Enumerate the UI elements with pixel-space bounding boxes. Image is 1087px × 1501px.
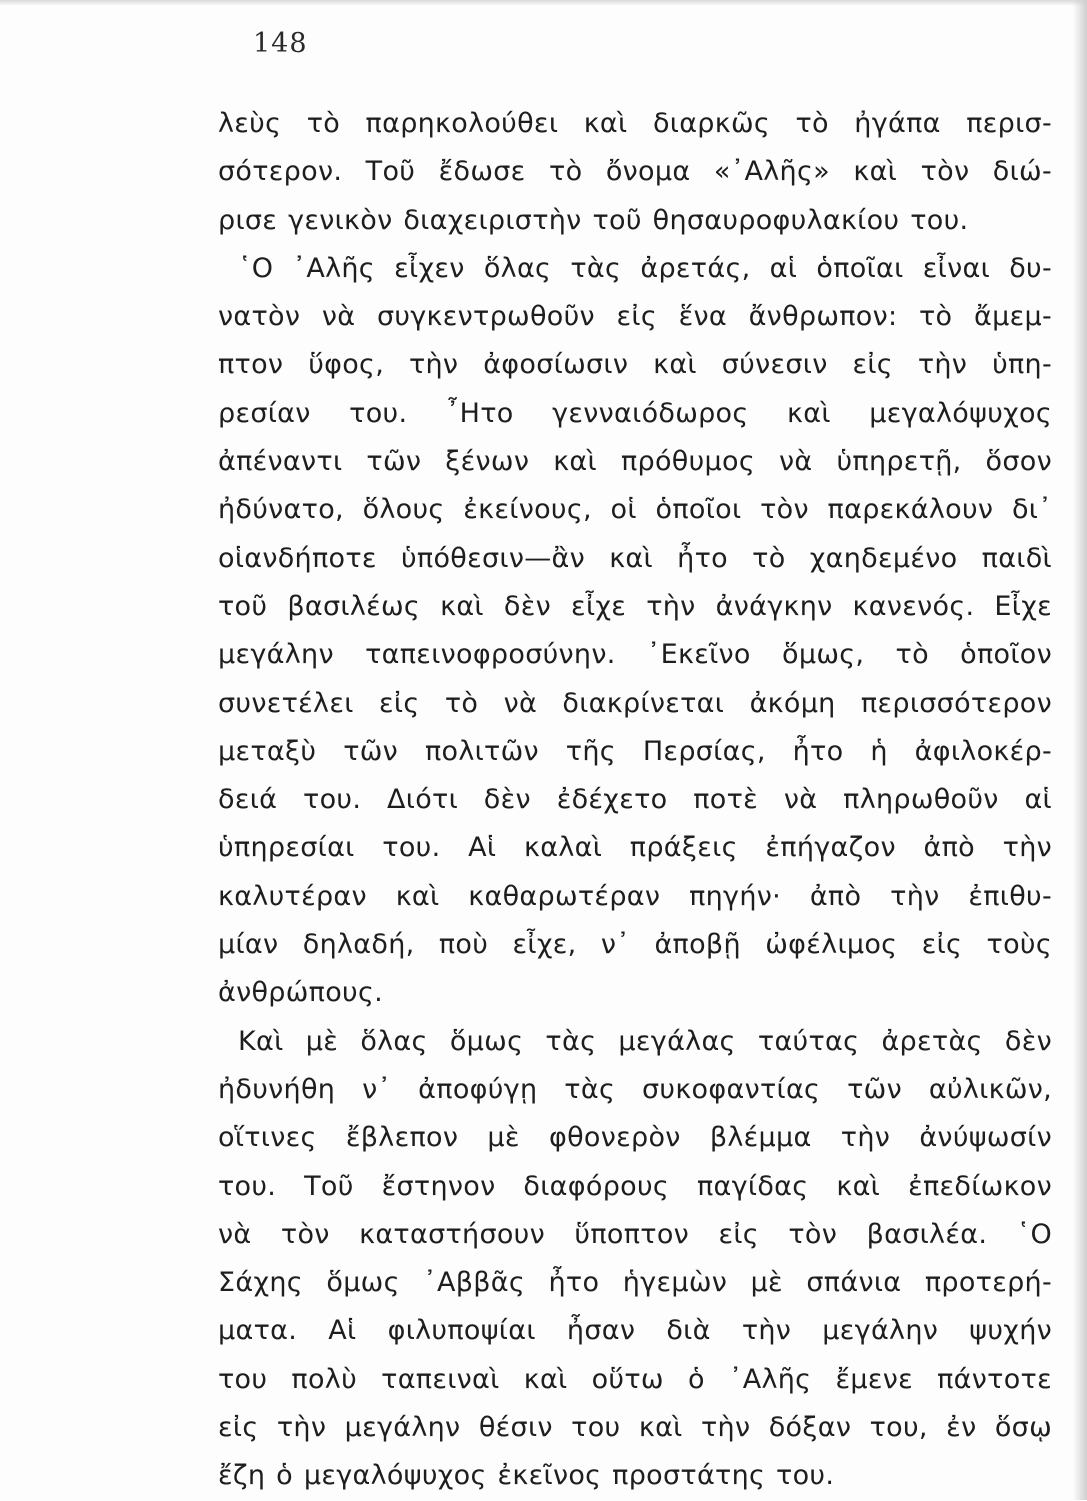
text-line: τοῦ βασιλέως καὶ δὲν εἶχε τὴν ἀνάγκην κανενός. Εἶχε — [218, 590, 1052, 622]
text-line: ἠδυνήθη ν᾿ ἀποφύγῃ τὰς συκοφαντίας τῶν αὐλικῶν, — [218, 1073, 1052, 1105]
text-line: ἀνθρώπους. — [218, 977, 383, 1009]
text-line: του πολὺ ταπειναὶ καὶ οὕτω ὁ ᾿Αλῆς ἔμενε πάντοτε — [218, 1363, 1052, 1395]
text-line: συνετέλει εἰς τὸ νὰ διακρίνεται ἀκόμη περισσότερον — [218, 687, 1052, 719]
text-line: ἠδύνατο, ὅλους ἐκείνους, οἱ ὁποῖοι τὸν παρεκάλουν δι᾿ — [218, 494, 1052, 526]
text-line: ἔζη ὁ μεγαλόψυχος ἐκεῖνος προστάτης του. — [218, 1460, 835, 1492]
text-line: Σάχης ὅμως ᾿Αββᾶς ἦτο ἡγεμὼν μὲ σπάνια προτερή- — [218, 1267, 1052, 1299]
text-line: νὰ τὸν καταστήσουν ὕποπτον εἰς τὸν βασιλέα. ῾Ο — [218, 1218, 1052, 1250]
text-line: του. Τοῦ ἔστηνον διαφόρους παγίδας καὶ ἐπεδίωκον — [218, 1170, 1052, 1202]
text-line: μίαν δηλαδή, ποὺ εἶχε, ν᾿ ἀποβῇ ὠφέλιμος εἰς τοὺς — [218, 929, 1052, 961]
text-line: σότερον. Τοῦ ἔδωσε τὸ ὄνομα «᾿Αλῆς» καὶ τὸν διώ- — [218, 156, 1052, 188]
text-line: νατὸν νὰ συγκεντρωθοῦν εἰς ἕνα ἄνθρωπον: τὸ ἄμεμ- — [218, 301, 1052, 333]
scan-edge-right — [1073, 0, 1087, 1500]
text-line: ὑπηρεσίαι του. Αἱ καλαὶ πράξεις ἐπήγαζον ἀπὸ τὴν — [218, 832, 1052, 864]
text-line: μεγάλην ταπεινοφροσύνην. ᾿Εκεῖνο ὅμως, τὸ ὁποῖον — [218, 639, 1052, 671]
text-line: εἰς τὴν μεγάλην θέσιν του καὶ τὴν δόξαν του, ἐν ὅσῳ — [218, 1412, 1052, 1444]
text-line: ἀπέναντι τῶν ξένων καὶ πρόθυμος νὰ ὑπηρετῇ, ὅσον — [218, 446, 1052, 478]
text-line: πτον ὕφος, τὴν ἀφοσίωσιν καὶ σύνεσιν εἰς τὴν ὑπη- — [218, 349, 1052, 381]
text-line: οἱανδήποτε ὑπόθεσιν—ἂν καὶ ἦτο τὸ χαηδεμένο παιδὶ — [218, 542, 1052, 574]
text-line: μεταξὺ τῶν πολιτῶν τῆς Περσίας, ἦτο ἡ ἀφιλοκέρ- — [218, 735, 1052, 767]
text-line: ῾Ο ᾿Αλῆς εἶχεν ὅλας τὰς ἀρετάς, αἱ ὁποῖαι εἶναι δυ- — [238, 252, 1052, 284]
page-number: 148 — [253, 28, 308, 59]
text-line: ματα. Αἱ φιλυποψίαι ἦσαν διὰ τὴν μεγάλην ψυχήν — [218, 1315, 1052, 1347]
text-line: λεὺς τὸ παρηκολούθει καὶ διαρκῶς τὸ ἠγάπα περισ- — [218, 108, 1052, 139]
text-line: δειά του. Διότι δὲν ἐδέχετο ποτὲ νὰ πληρωθοῦν αἱ — [218, 784, 1052, 816]
text-line: Καὶ μὲ ὅλας ὅμως τὰς μεγάλας ταύτας ἀρετὰς δὲν — [238, 1025, 1052, 1057]
body-text — [218, 100, 1052, 1501]
text-line: ρισε γενικὸν διαχειριστὴν τοῦ θησαυροφυλακίου του. — [218, 204, 969, 236]
text-line: καλυτέραν καὶ καθαρωτέραν πηγήν· ἀπὸ τὴν ἐπιθυ- — [218, 880, 1052, 912]
text-line: ρεσίαν του. ῏Ητο γενναιόδωρος καὶ μεγαλόψυχος — [218, 397, 1052, 429]
scan-edge-top — [0, 0, 1087, 6]
text-line: οἵτινες ἔβλεπον μὲ φθονερὸν βλέμμα τὴν ἀνύψωσίν — [218, 1122, 1052, 1154]
